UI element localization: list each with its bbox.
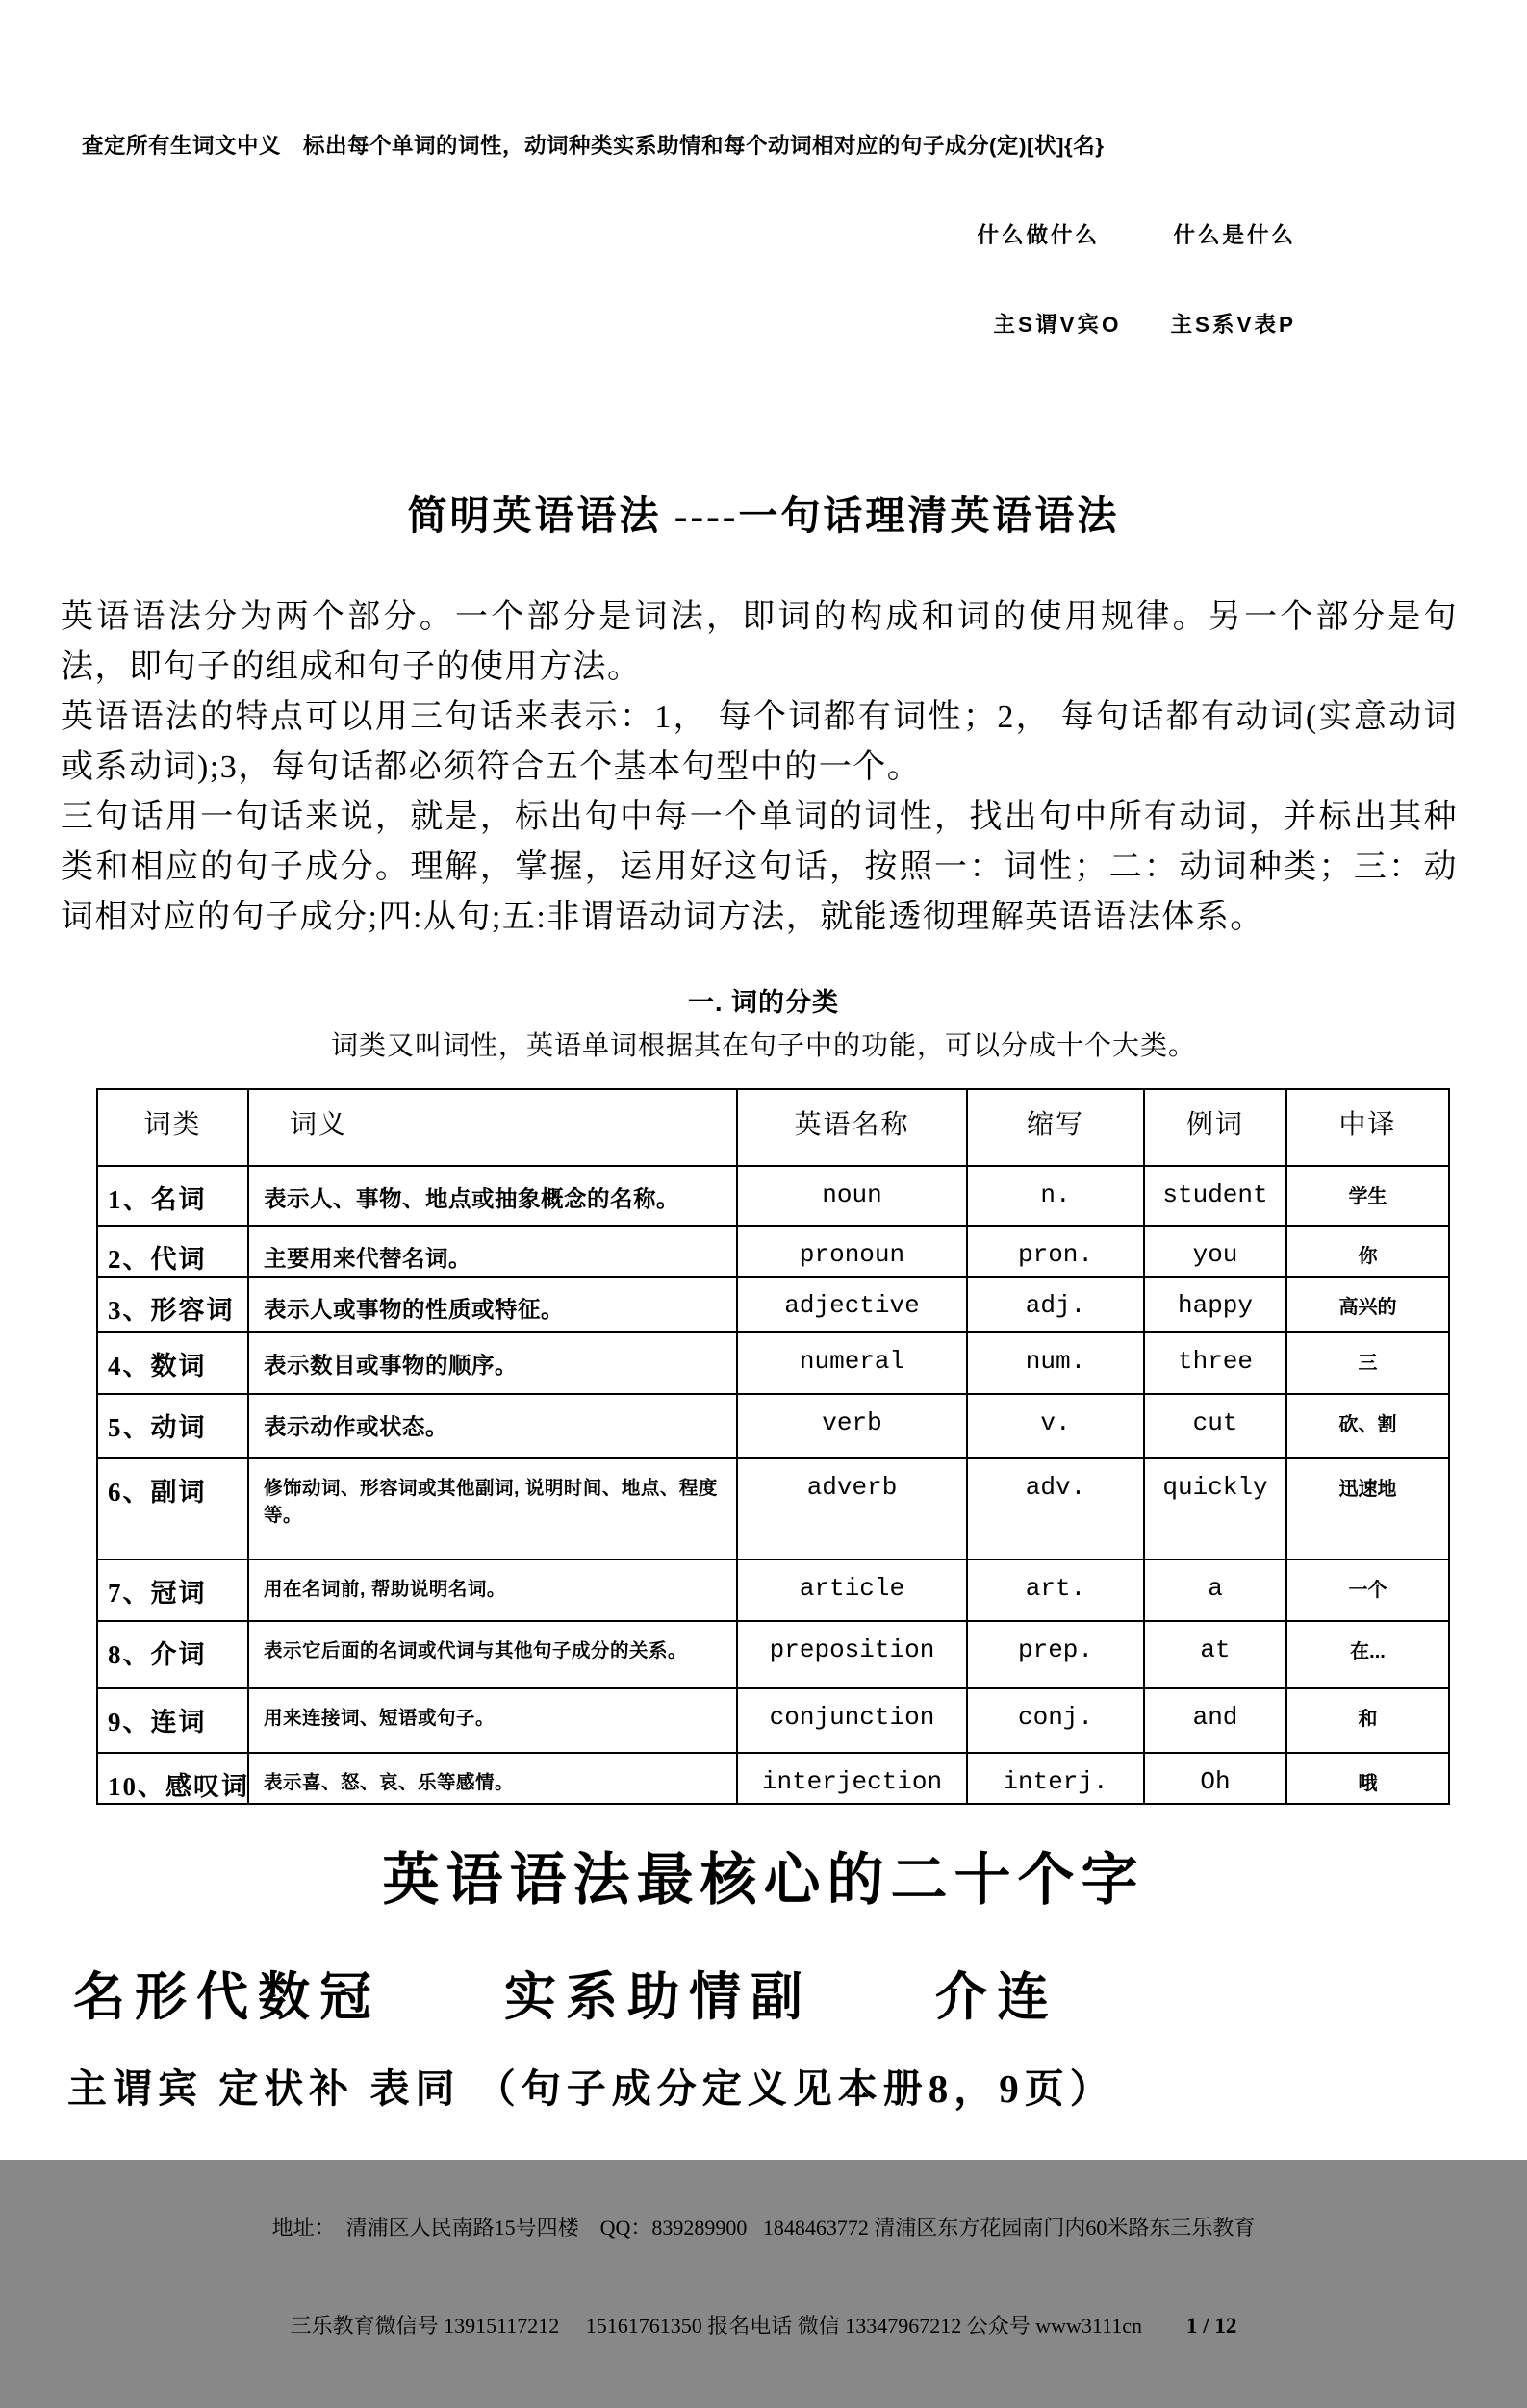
cell-word-class: 5、动词 (97, 1394, 248, 1458)
core-sentence-elements: 主谓宾 定状补 表同 （句子成分定义见本册8，9页） (67, 2066, 1115, 2111)
cell-abbreviation: prep. (967, 1621, 1144, 1688)
cell-example: Oh (1144, 1753, 1286, 1804)
cell-english-name: interjection (737, 1753, 967, 1804)
cell-example: three (1144, 1332, 1286, 1394)
cell-abbreviation: n. (967, 1166, 1144, 1226)
annotation-line-3: 主S谓V宾O 主S系V表P (993, 313, 1296, 337)
cell-translation: 一个 (1286, 1559, 1449, 1621)
cell-translation: 你 (1286, 1226, 1449, 1277)
cell-english-name: article (737, 1559, 967, 1621)
table-row (97, 1621, 1449, 1688)
cell-word-class: 10、感叹词 (97, 1753, 248, 1804)
cell-translation: 三 (1286, 1332, 1449, 1394)
cell-abbreviation: adv. (967, 1458, 1144, 1559)
cell-word-class: 2、代词 (97, 1226, 248, 1277)
table-row (97, 1226, 1449, 1277)
cell-word-class: 3、形容词 (97, 1277, 248, 1332)
cell-english-name: adverb (737, 1458, 967, 1559)
cell-meaning: 表示人、事物、地点或抽象概念的名称。 (248, 1166, 737, 1226)
section-subheading: 词类又叫词性，英语单词根据其在句子中的功能，可以分成十个大类。 (330, 1030, 1196, 1060)
table-row (97, 1559, 1449, 1621)
cell-meaning: 修饰动词、形容词或其他副词, 说明时间、地点、程度等。 (248, 1458, 737, 1559)
cell-translation: 砍、割 (1286, 1394, 1449, 1458)
cell-word-class: 9、连词 (97, 1688, 248, 1753)
cell-translation: 迅速地 (1286, 1458, 1449, 1559)
cell-example: cut (1144, 1394, 1286, 1458)
cell-word-class: 1、名词 (97, 1166, 248, 1226)
cell-abbreviation: conj. (967, 1688, 1144, 1753)
cell-word-class: 6、副词 (97, 1458, 248, 1559)
page-number: 1 / 12 (1186, 2314, 1237, 2338)
cell-english-name: pronoun (737, 1226, 967, 1277)
cell-english-name: numeral (737, 1332, 967, 1394)
cell-example: you (1144, 1226, 1286, 1277)
table-row (97, 1277, 1449, 1332)
table-row (97, 1394, 1449, 1458)
footer-address-line: 地址： 清浦区人民南路15号四楼 QQ：839289900 1848463772 清浦区东方花园南门内60米路东三乐教育 (271, 2216, 1256, 2240)
intro-paragraph: 英语语法的特点可以用三句话来表示：1， 每个词都有词性；2， 每句话都有动词(实意动词或系动词);3，每句话都必须符合五个基本句型中的一个。 (61, 699, 1458, 785)
cell-abbreviation: pron. (967, 1226, 1144, 1277)
cell-translation: 哦 (1286, 1753, 1449, 1804)
section-heading: 一. 词的分类 (687, 988, 839, 1017)
cell-english-name: conjunction (737, 1688, 967, 1753)
cell-meaning: 表示数目或事物的顺序。 (248, 1332, 737, 1394)
cell-meaning: 用在名词前, 帮助说明名词。 (248, 1559, 737, 1621)
footer-contact-line (0, 2310, 1527, 2343)
cell-meaning: 主要用来代替名词。 (248, 1226, 737, 1277)
column-header: 词义 (248, 1089, 737, 1166)
table-row (97, 1166, 1449, 1226)
page-footer (0, 2146, 1527, 2408)
cell-example: a (1144, 1559, 1286, 1621)
cell-example: student (1144, 1166, 1286, 1226)
annotation-line-1: 查定所有生词文中义 标出每个单词的词性，动词种类实系助情和每个动词相对应的句子成分(定)[状]{名} (82, 134, 1105, 158)
column-header: 词类 (97, 1089, 248, 1166)
column-header: 例词 (1144, 1089, 1286, 1166)
intro-paragraphs (61, 593, 1458, 943)
page-title: 简明英语语法 ----一句话理清英语语法 (407, 494, 1120, 538)
column-header: 缩写 (967, 1089, 1144, 1166)
cell-abbreviation: v. (967, 1394, 1144, 1458)
table-row (97, 1458, 1449, 1559)
cell-abbreviation: art. (967, 1559, 1144, 1621)
cell-example: happy (1144, 1277, 1286, 1332)
cell-example: at (1144, 1621, 1286, 1688)
footer-contact-text: 三乐教育微信号 13915117212 15161761350 报名电话 微信 13347967212 公众号 www3111cn (290, 2314, 1143, 2338)
table-row (97, 1753, 1449, 1804)
cell-meaning: 表示喜、怒、哀、乐等感情。 (248, 1753, 737, 1804)
table-row (97, 1332, 1449, 1394)
core-heading: 英语语法最核心的二十个字 (382, 1848, 1145, 1912)
core-twenty-characters: 名形代数冠 实系助情副 介连 (73, 1968, 1058, 2026)
cell-translation: 和 (1286, 1688, 1449, 1753)
table-header-row (97, 1089, 1449, 1166)
cell-abbreviation: adj. (967, 1277, 1144, 1332)
annotation-line-2: 什么做什么 什么是什么 (977, 223, 1296, 247)
cell-example: and (1144, 1688, 1286, 1753)
cell-meaning: 用来连接词、短语或句子。 (248, 1688, 737, 1753)
cell-meaning: 表示它后面的名词或代词与其他句子成分的关系。 (248, 1621, 737, 1688)
cell-english-name: preposition (737, 1621, 967, 1688)
cell-english-name: verb (737, 1394, 967, 1458)
cell-english-name: adjective (737, 1277, 967, 1332)
parts-of-speech-table (96, 1088, 1450, 1805)
column-header: 英语名称 (737, 1089, 967, 1166)
cell-meaning: 表示人或事物的性质或特征。 (248, 1277, 737, 1332)
cell-meaning: 表示动作或状态。 (248, 1394, 737, 1458)
cell-word-class: 7、冠词 (97, 1559, 248, 1621)
cell-translation: 学生 (1286, 1166, 1449, 1226)
cell-abbreviation: interj. (967, 1753, 1144, 1804)
table-row (97, 1688, 1449, 1753)
cell-word-class: 8、介词 (97, 1621, 248, 1688)
cell-example: quickly (1144, 1458, 1286, 1559)
cell-translation: 高兴的 (1286, 1277, 1449, 1332)
cell-abbreviation: num. (967, 1332, 1144, 1394)
cell-english-name: noun (737, 1166, 967, 1226)
column-header: 中译 (1286, 1089, 1449, 1166)
annotation-header (82, 0, 1460, 399)
cell-word-class: 4、数词 (97, 1332, 248, 1394)
intro-paragraph: 英语语法分为两个部分。一个部分是词法，即词的构成和词的使用规律。另一个部分是句法，即句子的组成和句子的使用方法。 (61, 599, 1458, 685)
intro-paragraph: 三句话用一句话来说，就是，标出句中每一个单词的词性，找出句中所有动词，并标出其种类和相应的句子成分。理解，掌握，运用好这句话，按照一：词性；二：动词种类；三：动词相对应的句子成分;四:从句;五:非谓语动词方法，就能透彻理解英语语法体系。 (61, 799, 1458, 935)
cell-translation: 在... (1286, 1621, 1449, 1688)
